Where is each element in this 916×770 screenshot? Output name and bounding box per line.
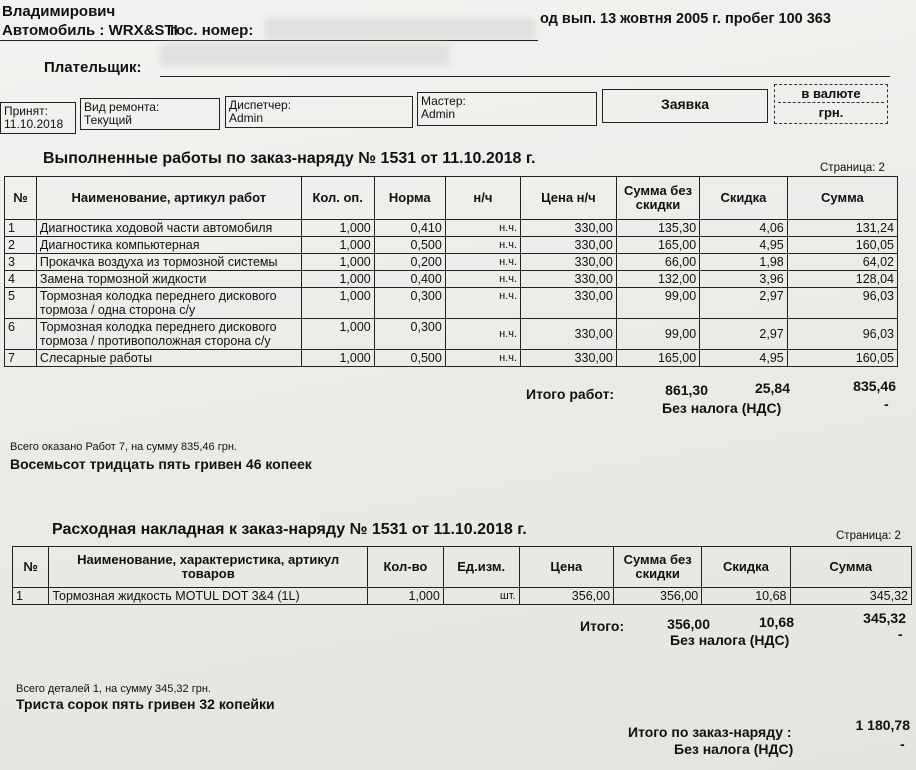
parts-summary-small: Всего деталей 1, на сумму 345,32 грн. bbox=[16, 683, 211, 695]
row-sum: 128,04 bbox=[787, 271, 897, 288]
row-sum-nodisc: 99,00 bbox=[616, 319, 699, 350]
row-sum: 64,02 bbox=[787, 254, 897, 271]
row-name: Диагностика ходовой части автомобиля bbox=[36, 220, 301, 237]
row-sum: 131,24 bbox=[787, 220, 897, 237]
row-discount: 2,97 bbox=[700, 319, 788, 350]
parts-header-row bbox=[13, 547, 912, 588]
row-qty: 1,000 bbox=[301, 288, 374, 319]
row-qty: 1,000 bbox=[301, 350, 374, 367]
row-discount: 4,95 bbox=[700, 350, 788, 367]
table-row bbox=[5, 254, 898, 271]
row-price: 330,00 bbox=[521, 220, 617, 237]
row-norm: 0,200 bbox=[374, 254, 445, 271]
grand-total-no-vat-label: Без налога (НДС) bbox=[674, 741, 794, 757]
row-name: Тормозная колодка переднего дискового тормоза / противоположная сторона с/у bbox=[36, 319, 301, 350]
row-sum-nodisc: 66,00 bbox=[616, 254, 699, 271]
parts-col-sum: Сумма bbox=[790, 547, 912, 588]
parts-title: Расходная накладная к заказ-наряду № 1531 от 11.10.2018 г. bbox=[52, 521, 527, 538]
row-price: 330,00 bbox=[521, 350, 617, 367]
row-sum-nodisc: 165,00 bbox=[616, 237, 699, 254]
repair-type-box bbox=[80, 98, 220, 130]
table-row bbox=[5, 220, 898, 237]
header-divider-1 bbox=[0, 40, 538, 41]
dispatcher-box bbox=[225, 96, 413, 128]
row-name: Прокачка воздуха из тормозной системы bbox=[36, 254, 301, 271]
accepted-label: Принят: bbox=[4, 104, 48, 118]
row-name: Диагностика компьютерная bbox=[36, 237, 301, 254]
table-row bbox=[5, 288, 898, 319]
request-label: Заявка bbox=[660, 96, 710, 112]
works-title: Выполненные работы по заказ-наряду № 1531 от 11.10.2018 г. bbox=[43, 150, 536, 167]
row-price: 330,00 bbox=[521, 271, 617, 288]
master-label: Мастер: bbox=[421, 94, 466, 108]
parts-col-n: № bbox=[13, 547, 49, 588]
row-discount: 4,95 bbox=[700, 237, 788, 254]
parts-col-name: Наименование, характеристика, артикул товаров bbox=[49, 547, 368, 588]
grand-total-no-vat-value: - bbox=[900, 736, 905, 752]
works-col-price: Цена н/ч bbox=[521, 177, 617, 220]
table-row bbox=[5, 350, 898, 367]
works-total-label: Итого работ: bbox=[526, 386, 615, 402]
row-unit: н.ч. bbox=[445, 254, 520, 271]
row-sum-nodisc: 165,00 bbox=[616, 350, 699, 367]
works-total-nodisc: 861,30 bbox=[665, 382, 708, 398]
works-col-n: № bbox=[5, 177, 37, 220]
row-sum: 345,32 bbox=[790, 588, 912, 605]
works-no-vat-label: Без налога (НДС) bbox=[662, 400, 782, 416]
row-unit: н.ч. bbox=[445, 350, 520, 367]
currency-label: в валюте bbox=[801, 86, 861, 101]
works-col-qty: Кол. оп. bbox=[301, 177, 374, 220]
grand-total-value: 1 180,78 bbox=[855, 717, 910, 733]
row-norm: 0,410 bbox=[374, 220, 445, 237]
row-norm: 0,500 bbox=[374, 350, 445, 367]
row-unit: н.ч. bbox=[445, 220, 520, 237]
works-col-norm: Норма bbox=[374, 177, 445, 220]
row-discount: 10,68 bbox=[702, 588, 790, 605]
row-number: 6 bbox=[5, 319, 37, 350]
row-number: 1 bbox=[13, 588, 49, 605]
currency-box bbox=[774, 84, 888, 124]
car-year-mileage: од вып. 13 жовтня 2005 г. пробег 100 363 bbox=[540, 11, 831, 27]
works-summary-small: Всего оказано Работ 7, на сумму 835,46 грн. bbox=[10, 441, 237, 453]
parts-no-vat-label: Без налога (НДС) bbox=[670, 632, 790, 648]
row-unit: н.ч. bbox=[445, 237, 520, 254]
master-value: Admin bbox=[421, 107, 456, 121]
request-box bbox=[602, 89, 768, 123]
parts-col-qty: Кол-во bbox=[368, 547, 444, 588]
row-sum-nodisc: 132,00 bbox=[616, 271, 699, 288]
works-col-name: Наименование, артикул работ bbox=[36, 177, 301, 220]
master-box bbox=[417, 92, 597, 126]
redacted-payer bbox=[160, 44, 450, 66]
table-row bbox=[5, 237, 898, 254]
row-name: Тормозная жидкость MOTUL DOT 3&4 (1L) bbox=[49, 588, 368, 605]
parts-total-label: Итого: bbox=[580, 618, 625, 634]
row-number: 1 bbox=[5, 220, 37, 237]
row-number: 7 bbox=[5, 350, 37, 367]
works-col-discount: Скидка bbox=[700, 177, 788, 220]
row-sum: 160,05 bbox=[787, 237, 897, 254]
row-norm: 0,400 bbox=[374, 271, 445, 288]
table-row bbox=[5, 319, 898, 350]
parts-table bbox=[12, 546, 912, 605]
parts-col-discount: Скидка bbox=[702, 547, 790, 588]
table-row bbox=[5, 271, 898, 288]
row-sum: 160,05 bbox=[787, 350, 897, 367]
row-name: Замена тормозной жидкости bbox=[36, 271, 301, 288]
accepted-value: 11.10.2018 bbox=[4, 117, 64, 131]
repair-type-label: Вид ремонта: bbox=[84, 100, 160, 114]
works-col-sum: Сумма bbox=[787, 177, 897, 220]
works-table bbox=[4, 176, 898, 367]
row-unit: шт. bbox=[443, 588, 519, 605]
car-label: Автомобиль : WRX&STI bbox=[2, 22, 178, 39]
redacted-gov-number bbox=[265, 18, 535, 40]
row-number: 5 bbox=[5, 288, 37, 319]
works-col-unit: н/ч bbox=[445, 177, 520, 220]
row-unit: н.ч. bbox=[445, 319, 520, 350]
row-sum-nodisc: 356,00 bbox=[614, 588, 702, 605]
row-discount: 4,06 bbox=[700, 220, 788, 237]
table-row bbox=[13, 588, 912, 605]
parts-total-sum: 345,32 bbox=[863, 610, 906, 626]
works-total-discount: 25,84 bbox=[754, 380, 790, 396]
currency-value: грн. bbox=[778, 102, 884, 119]
works-summary-words: Восемьсот тридцать пять гривен 46 копеек bbox=[10, 456, 312, 472]
parts-col-unit: Ед.изм. bbox=[443, 547, 519, 588]
works-page-label: Страница: 2 bbox=[820, 162, 885, 174]
row-norm: 0,300 bbox=[374, 319, 445, 350]
row-price: 330,00 bbox=[521, 319, 617, 350]
row-name: Тормозная колодка переднего дискового тормоза / одна сторона с/у bbox=[36, 288, 301, 319]
row-price: 330,00 bbox=[521, 254, 617, 271]
row-norm: 0,500 bbox=[374, 237, 445, 254]
parts-col-sum-nodisc: Сумма без скидки bbox=[614, 547, 702, 588]
works-col-sum-nodisc: Сумма без скидки bbox=[616, 177, 699, 220]
works-total-sum: 835,46 bbox=[853, 378, 896, 394]
row-price: 356,00 bbox=[519, 588, 613, 605]
row-discount: 1,98 bbox=[700, 254, 788, 271]
row-qty: 1,000 bbox=[368, 588, 444, 605]
row-discount: 3,96 bbox=[700, 271, 788, 288]
row-qty: 1,000 bbox=[301, 237, 374, 254]
grand-total-label: Итого по заказ-наряду : bbox=[628, 724, 792, 740]
row-number: 2 bbox=[5, 237, 37, 254]
row-qty: 1,000 bbox=[301, 271, 374, 288]
works-no-vat-value: - bbox=[884, 396, 889, 412]
row-sum: 96,03 bbox=[787, 288, 897, 319]
row-sum-nodisc: 99,00 bbox=[616, 288, 699, 319]
gov-number-label: гос. номер: bbox=[170, 22, 254, 39]
accepted-box bbox=[0, 102, 76, 134]
dispatcher-value: Admin bbox=[229, 111, 264, 125]
parts-summary-words: Триста сорок пять гривен 32 копейки bbox=[16, 696, 275, 712]
row-number: 4 bbox=[5, 271, 37, 288]
row-price: 330,00 bbox=[521, 288, 617, 319]
parts-total-discount: 10,68 bbox=[758, 614, 794, 630]
row-price: 330,00 bbox=[521, 237, 617, 254]
customer-name: Владимирович bbox=[2, 3, 116, 20]
parts-page-label: Страница: 2 bbox=[836, 530, 901, 542]
row-norm: 0,300 bbox=[374, 288, 445, 319]
parts-total-nodisc: 356,00 bbox=[667, 616, 710, 632]
row-name: Слесарные работы bbox=[36, 350, 301, 367]
payer-underline bbox=[160, 76, 890, 77]
parts-col-price: Цена bbox=[519, 547, 613, 588]
row-qty: 1,000 bbox=[301, 319, 374, 350]
payer-label: Плательщик: bbox=[44, 59, 142, 76]
row-unit: н.ч. bbox=[445, 288, 520, 319]
row-unit: н.ч. bbox=[445, 271, 520, 288]
row-qty: 1,000 bbox=[301, 220, 374, 237]
works-header-row bbox=[5, 177, 898, 220]
repair-type-value: Текущий bbox=[84, 113, 132, 127]
row-discount: 2,97 bbox=[700, 288, 788, 319]
dispatcher-label: Диспетчер: bbox=[229, 98, 292, 112]
parts-no-vat-value: - bbox=[898, 626, 903, 642]
row-sum-nodisc: 135,30 bbox=[616, 220, 699, 237]
row-sum: 96,03 bbox=[787, 319, 897, 350]
row-qty: 1,000 bbox=[301, 254, 374, 271]
row-number: 3 bbox=[5, 254, 37, 271]
